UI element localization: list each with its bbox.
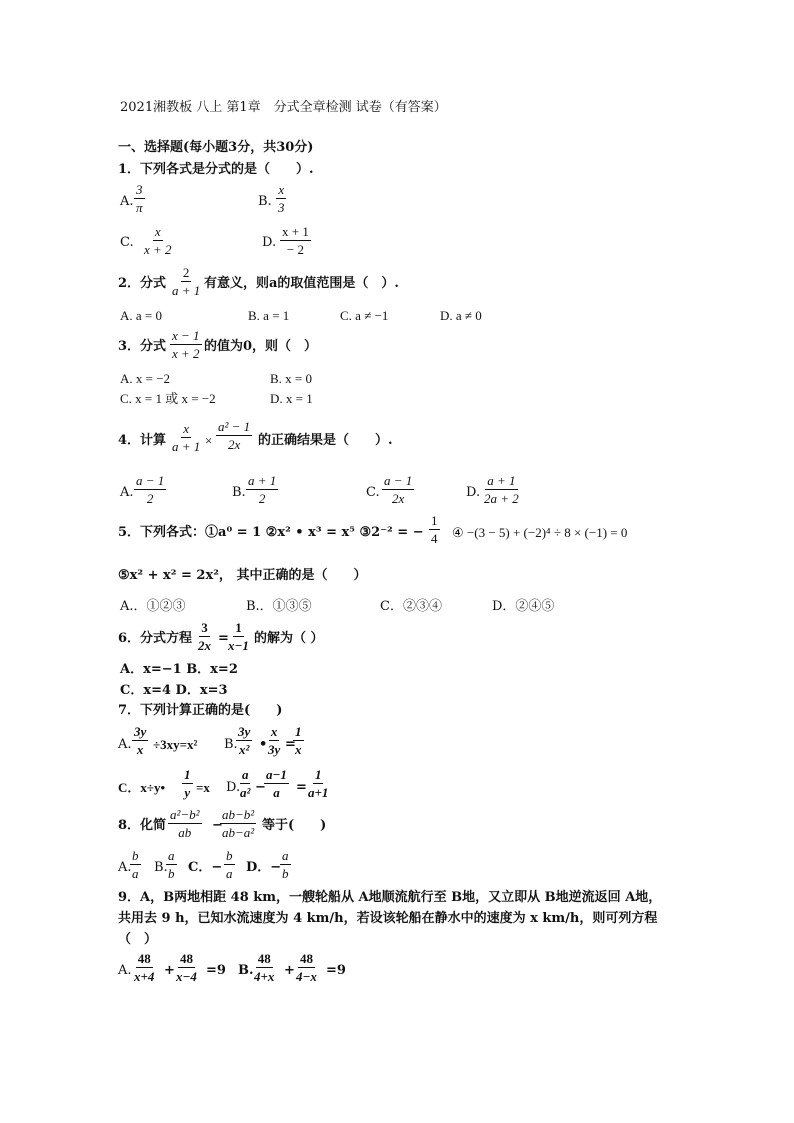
numerator: 3y xyxy=(238,724,251,739)
q7-option-d-label: D. xyxy=(226,780,241,795)
q7-option-d-fraction-3 xyxy=(306,768,330,799)
q8-fraction-1 xyxy=(168,808,202,839)
equals-sign: = xyxy=(285,737,296,752)
q9-option-a-fraction-2 xyxy=(174,952,199,983)
numerator: a + 1 xyxy=(487,473,516,488)
q1-option-a-fraction xyxy=(134,183,145,214)
q4-option-b-label: B. xyxy=(232,485,246,500)
q4-fraction-1 xyxy=(170,422,202,453)
q8-option-c-label: C．− xyxy=(188,860,223,875)
q8-option-d-fraction xyxy=(280,849,291,880)
equals-sign: = xyxy=(218,631,229,646)
q7-option-b-label: B. xyxy=(224,737,238,752)
q8-option-a-label: A. xyxy=(118,860,132,875)
numerator: a xyxy=(282,848,289,863)
q2-option-b: B. a = 1 xyxy=(248,308,290,323)
denominator: 2a + 2 xyxy=(484,491,519,506)
q6-stem-suffix: 的解为（ ） xyxy=(254,631,324,646)
q7-stem: 7．下列计算正确的是( ) xyxy=(118,703,283,718)
q5-item-4: ④ −(3 − 5) + (−2)⁴ ÷ 8 × (−1) = 0 xyxy=(452,525,628,540)
numerator: 3y xyxy=(134,724,147,739)
minus-sign: − xyxy=(212,818,223,833)
q1-option-b-fraction xyxy=(276,183,287,214)
numerator: x − 1 xyxy=(172,328,200,343)
q4-option-c-label: C. xyxy=(366,485,380,500)
numerator: 48 xyxy=(137,951,151,966)
q9-option-a-tail: =9 xyxy=(206,963,226,978)
denominator: y xyxy=(184,785,191,800)
section-heading: 一、选择题(每小题3分，共30分) xyxy=(118,140,314,155)
denominator: 3y xyxy=(268,742,281,757)
q8-option-b-label: B. xyxy=(154,860,168,875)
q1-option-a-label: A. xyxy=(120,194,134,209)
q7-option-b-fraction-1 xyxy=(236,725,252,756)
numerator: b xyxy=(226,848,233,863)
q7-option-d-fraction-2 xyxy=(264,768,289,799)
q1-option-d-label: D. xyxy=(262,235,277,250)
q3-option-d: D. x = 1 xyxy=(270,391,313,406)
q5-stem: 5．下列各式：①a⁰ = 1 ②x² • x³ = x⁵ ③2⁻² = − xyxy=(118,525,424,540)
q4-option-c-fraction xyxy=(382,474,414,505)
numerator: 48 xyxy=(179,951,193,966)
minus-sign: − xyxy=(255,780,266,795)
q9-stem-line-2: 共用去 9 h，已知水流速度为 4 km/h，若设该轮船在静水中的速度为 x km/h，则可列方程 xyxy=(118,911,658,926)
q2-stem-prefix: 2．分式 xyxy=(118,276,167,291)
denominator: b xyxy=(282,866,289,881)
numerator: x xyxy=(183,421,190,436)
q6-options-cd: C．x=4 D．x=3 xyxy=(120,683,228,698)
q4-option-a-fraction xyxy=(134,474,166,505)
numerator: 1 xyxy=(431,513,438,528)
denominator: ab−a² xyxy=(222,825,255,840)
q7-option-c-fraction xyxy=(182,768,193,799)
q9-option-b-fraction-2 xyxy=(294,952,319,983)
q3-stem-suffix: 的值为0，则（ ） xyxy=(204,339,318,354)
numerator: 1 xyxy=(184,767,191,782)
numerator: x xyxy=(270,724,278,739)
numerator: ab−b² xyxy=(222,807,255,822)
q9-stem-line-1: 9．A，B两地相距 48 km，一艘轮船从 A地顺流航行至 B地，又立即从 B地逆流返回 A地， xyxy=(118,890,662,905)
q3-fraction xyxy=(170,329,202,360)
q1-option-c-label: C. xyxy=(120,235,134,250)
denominator: 4+x xyxy=(254,969,275,984)
plus-sign: + xyxy=(164,963,175,978)
q9-option-b-fraction-1 xyxy=(252,952,276,983)
denominator: a xyxy=(132,866,139,881)
numerator: a xyxy=(168,848,175,863)
denominator: 2x xyxy=(198,638,211,653)
denominator: x−1 xyxy=(228,638,249,653)
numerator: 3 xyxy=(201,620,208,635)
q9-option-a-label: A. xyxy=(118,963,132,978)
q8-option-b-fraction xyxy=(166,849,177,880)
numerator: b xyxy=(132,848,139,863)
numerator: 1 xyxy=(235,620,242,635)
denominator: x−4 xyxy=(176,969,197,984)
q4-fraction-2 xyxy=(216,420,252,451)
q2-option-d: D. a ≠ 0 xyxy=(440,308,482,323)
q9-option-b-tail: =9 xyxy=(326,963,346,978)
q7-option-a-tail: ÷3xy=x² xyxy=(153,737,198,752)
q5-option-b: B.．①③⑤ xyxy=(246,599,312,614)
q8-option-c-fraction xyxy=(224,849,235,880)
q4-stem-suffix: 的正确结果是（ ）. xyxy=(258,433,393,448)
denominator: a + 1 xyxy=(172,283,201,298)
denominator: 2x xyxy=(227,437,241,452)
q4-option-b-fraction xyxy=(246,474,278,505)
q3-option-c: C. x = 1 或 x = −2 xyxy=(120,391,216,406)
numerator: a² − 1 xyxy=(218,419,251,434)
q3-option-b: B. x = 0 xyxy=(270,371,313,386)
numerator: 1 xyxy=(295,724,302,739)
q2-option-a: A. a = 0 xyxy=(120,308,162,323)
q7-option-b-fraction-3 xyxy=(293,725,304,756)
q6-stem-prefix: 6．分式方程 xyxy=(118,631,193,646)
numerator: 48 xyxy=(257,951,271,966)
q8-option-a-fraction xyxy=(130,849,141,880)
denominator: x+4 xyxy=(134,969,155,984)
denominator: 4−x xyxy=(296,969,317,984)
numerator: a − 1 xyxy=(136,473,165,488)
denominator: x + 2 xyxy=(172,346,200,361)
equals-sign: = xyxy=(296,780,307,795)
q4-stem-prefix: 4．计算 xyxy=(118,433,167,448)
numerator: a + 1 xyxy=(248,473,277,488)
q3-option-a: A. x = −2 xyxy=(120,371,171,386)
q8-fraction-2 xyxy=(220,808,256,839)
q7-option-a-label: A. xyxy=(118,737,132,752)
denominator: x + 2 xyxy=(144,242,172,257)
q5-fraction xyxy=(429,514,440,545)
q4-option-a-label: A. xyxy=(120,485,134,500)
denominator: a + 1 xyxy=(172,439,201,454)
denominator: 2x xyxy=(392,491,405,506)
q1-option-b-label: B. xyxy=(258,194,272,209)
numerator: 48 xyxy=(299,951,313,966)
numerator: x + 1 xyxy=(282,224,309,239)
q5-option-d: D．②④⑤ xyxy=(492,599,555,614)
q5-stem-line-2: ⑤x² + x² = 2x²， 其中正确的是（ ） xyxy=(118,568,367,583)
denominator: x xyxy=(136,742,144,757)
q2-fraction xyxy=(170,266,202,297)
q7-option-a-fraction xyxy=(132,725,148,756)
numerator: a − 1 xyxy=(384,473,413,488)
q3-stem-prefix: 3．分式 xyxy=(118,339,167,354)
numerator: 2 xyxy=(182,265,190,280)
q4-option-d-label: D. xyxy=(466,485,481,500)
denominator: π xyxy=(136,200,143,215)
q1-stem: 1．下列各式是分式的是（ ）. xyxy=(118,162,314,177)
q6-fraction-2 xyxy=(226,621,251,652)
denominator: a² xyxy=(240,785,251,800)
q5-option-c: C．②③④ xyxy=(380,599,442,614)
q8-option-d-label: D．− xyxy=(246,860,282,875)
q7-option-d-fraction-1 xyxy=(238,768,252,799)
page-title: 2021湘教板 八上 第1章 分式全章检测 试卷（有答案） xyxy=(120,100,447,115)
denominator: 2 xyxy=(258,491,266,506)
numerator: x xyxy=(278,182,285,197)
q7-option-c-prefix: C．x÷y• xyxy=(118,780,166,795)
q8-stem-suffix: 等于( ) xyxy=(262,818,327,833)
q6-options-ab: A．x=−1 B．x=2 xyxy=(120,662,238,677)
numerator: 3 xyxy=(136,182,143,197)
denominator: x xyxy=(295,742,302,757)
q8-stem-prefix: 8．化简 xyxy=(118,818,167,833)
denominator: b xyxy=(168,866,175,881)
denominator: a xyxy=(226,866,233,881)
q2-stem-suffix: 有意义，则a的取值范围是（ ）. xyxy=(204,276,399,291)
plus-sign: + xyxy=(284,963,295,978)
q9-option-b-label: B. xyxy=(238,963,254,978)
q5-option-a: A.．①②③ xyxy=(120,599,186,614)
denominator: 4 xyxy=(431,531,438,546)
denominator: ab xyxy=(178,825,192,840)
denominator: x² xyxy=(238,742,250,757)
numerator: 1 xyxy=(314,767,322,782)
q7-option-c-tail: =x xyxy=(196,780,210,795)
dot-operator: • xyxy=(259,737,268,752)
q6-fraction-1 xyxy=(196,621,213,652)
q1-option-c-fraction xyxy=(142,225,174,256)
numerator: x xyxy=(154,224,161,239)
q4-option-d-fraction xyxy=(482,474,521,505)
denominator: 2 xyxy=(146,491,154,506)
numerator: a−1 xyxy=(266,767,287,782)
q1-option-d-fraction xyxy=(280,225,311,256)
numerator: a xyxy=(241,767,249,782)
times-sign: × xyxy=(205,433,213,448)
numerator: a²−b² xyxy=(170,807,200,822)
denominator: − 2 xyxy=(286,242,304,257)
q7-option-b-fraction-2 xyxy=(266,725,282,756)
q9-stem-line-3: （ ） xyxy=(118,932,158,947)
denominator: 3 xyxy=(278,200,285,215)
q9-option-a-fraction-1 xyxy=(132,952,156,983)
denominator: a xyxy=(273,785,280,800)
denominator: a+1 xyxy=(308,785,329,800)
q2-option-c: C. a ≠ −1 xyxy=(340,308,389,323)
